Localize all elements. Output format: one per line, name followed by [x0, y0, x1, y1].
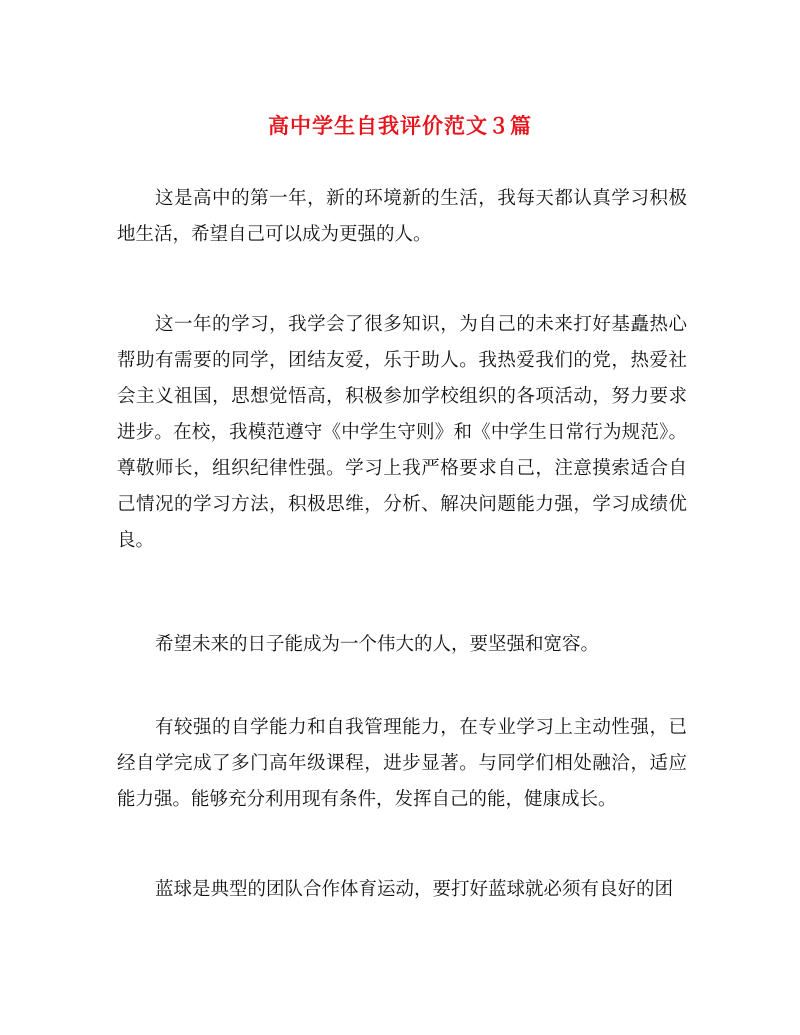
document-title: 高中学生自我评价范文３篇: [268, 113, 532, 138]
paragraph-5: 蓝球是典型的团队合作体育运动，要打好蓝球就必须有良好的团: [155, 879, 674, 900]
paragraph-1: 这是高中的第一年，新的环境新的生活，我每天都认真学习积极地生活，希望自己可以成为更强的人。: [117, 188, 687, 245]
paragraph-4: 有较强的自学能力和自我管理能力，在专业学习上主动性强，已经自学完成了多门高年级课程，进步显著。与同学们相处融洽，适应能力强。能够充分利用现有条件，发挥自己的能，健康成长。: [117, 717, 687, 810]
paragraph-2: 这一年的学习，我学会了很多知识，为自己的未来打好基矗热心帮助有需要的同学，团结友爱，乐于助人。我热爱我们的党，热爱社会主义祖国，思想觉悟高，积极参加学校组织的各项活动，努力要求进步。在校，我模范遵守《中学生守则》和《中学生日常行为规范》。尊敬师长，组织纪律性强。学习上我严格要求自己，注意摸索适合自己情况的学习方法，积极思维，分析、解决问题能力强，学习成绩优良。: [117, 314, 687, 551]
paragraph-3: 希望未来的日子能成为一个伟大的人，要坚强和宽容。: [155, 634, 600, 655]
